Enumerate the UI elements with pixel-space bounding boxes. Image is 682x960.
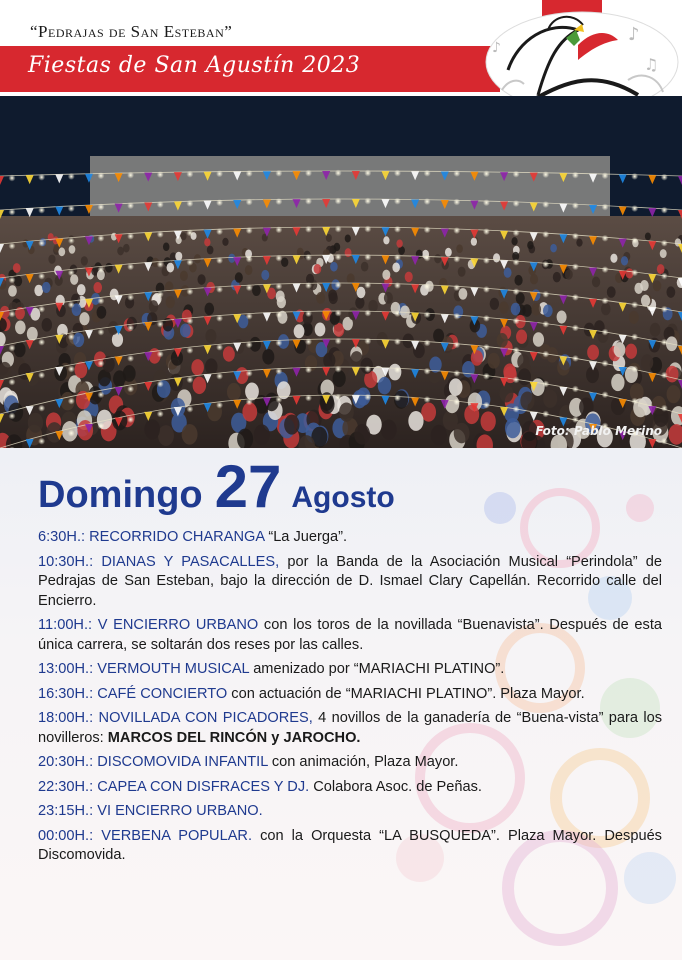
event-time: 22:30H.:: [38, 778, 94, 795]
crowd-photo-icon: [0, 96, 682, 448]
date-number: 27: [214, 453, 282, 520]
event-item: [38, 778, 662, 798]
event-performers: MARCOS DEL RINCÓN y JAROCHO.: [107, 729, 361, 746]
event-title: DISCOMOVIDA INFANTIL: [97, 754, 268, 770]
event-time: 10:30H.:: [38, 553, 94, 570]
event-description: con la Orquesta “LA BUSQUEDA”. Plaza Mayor. Después Discomovida.: [38, 827, 662, 863]
event-description: 4 novillos de la ganadería de “Buena-vista” para los novilleros:: [38, 710, 662, 746]
event-description: con actuación de “MARIACHI PLATINO”. Plaza Mayor.: [227, 685, 585, 702]
event-title: NOVILLADA CON PICADORES,: [98, 710, 313, 726]
event-description: con los toros de la novillada “Buenavista”. Después de esta única carrera, se soltarán dos reses por las calles.: [38, 617, 662, 653]
event-time: 11:00H.:: [38, 617, 93, 633]
svg-text:♫: ♫: [644, 55, 659, 74]
event-item: [38, 685, 662, 705]
festival-photo: [0, 96, 682, 448]
event-description: Colabora Asoc. de Peñas.: [309, 778, 482, 795]
event-item: [38, 709, 662, 748]
event-description: “La Juerga”.: [264, 529, 348, 545]
event-time: 20:30H.:: [38, 754, 94, 770]
event-item: [38, 827, 662, 866]
event-item: [38, 753, 662, 773]
event-item: [38, 660, 662, 680]
event-time: 6:30H.:: [38, 529, 86, 545]
svg-text:♪: ♪: [492, 40, 501, 56]
event-title: CAPEA CON DISFRACES Y DJ.: [97, 778, 310, 795]
photo-credit: Foto: Pablo Merino: [535, 424, 662, 438]
festival-title: Fiestas de San Agustín 2023: [28, 53, 361, 78]
event-description: amenizado por “MARIACHI PLATINO”.: [249, 661, 505, 677]
event-title: V ENCIERRO URBANO: [97, 617, 259, 633]
event-item: [38, 616, 662, 655]
svg-text:♪: ♪: [628, 24, 640, 45]
program-section: [0, 448, 682, 960]
event-title: RECORRIDO CHARANGA: [89, 529, 265, 545]
date-heading: [38, 452, 395, 521]
event-title: DIANAS Y PASACALLES,: [101, 553, 280, 570]
event-list: [38, 528, 662, 871]
event-title: VERBENA POPULAR.: [101, 827, 253, 844]
event-title: VI ENCIERRO URBANO.: [97, 803, 263, 819]
event-time: 13:00H.:: [38, 661, 94, 677]
date-day: Domingo: [38, 474, 203, 516]
date-month: Agosto: [291, 481, 395, 514]
event-title: VERMOUTH MUSICAL: [97, 661, 250, 677]
event-time: 23:15H.:: [38, 803, 94, 819]
event-time: 16:30H.:: [38, 685, 94, 702]
event-item: [38, 553, 662, 612]
event-item: [38, 802, 662, 822]
event-time: 00:00H.:: [38, 827, 94, 844]
event-description: por la Banda de la Asociación Musical “Perindola” de Pedrajas de San Esteban, bajo la dirección de D. Ismael Clary Capellán. Recorrido calle del Encierro.: [38, 553, 663, 609]
event-time: 18:00H.:: [38, 710, 94, 726]
event-item: [38, 528, 662, 548]
event-description: con animación, Plaza Mayor.: [267, 754, 459, 770]
event-title: CAFÉ CONCIERTO: [97, 685, 228, 702]
org-title: “Pedrajas de San Esteban”: [30, 22, 233, 41]
